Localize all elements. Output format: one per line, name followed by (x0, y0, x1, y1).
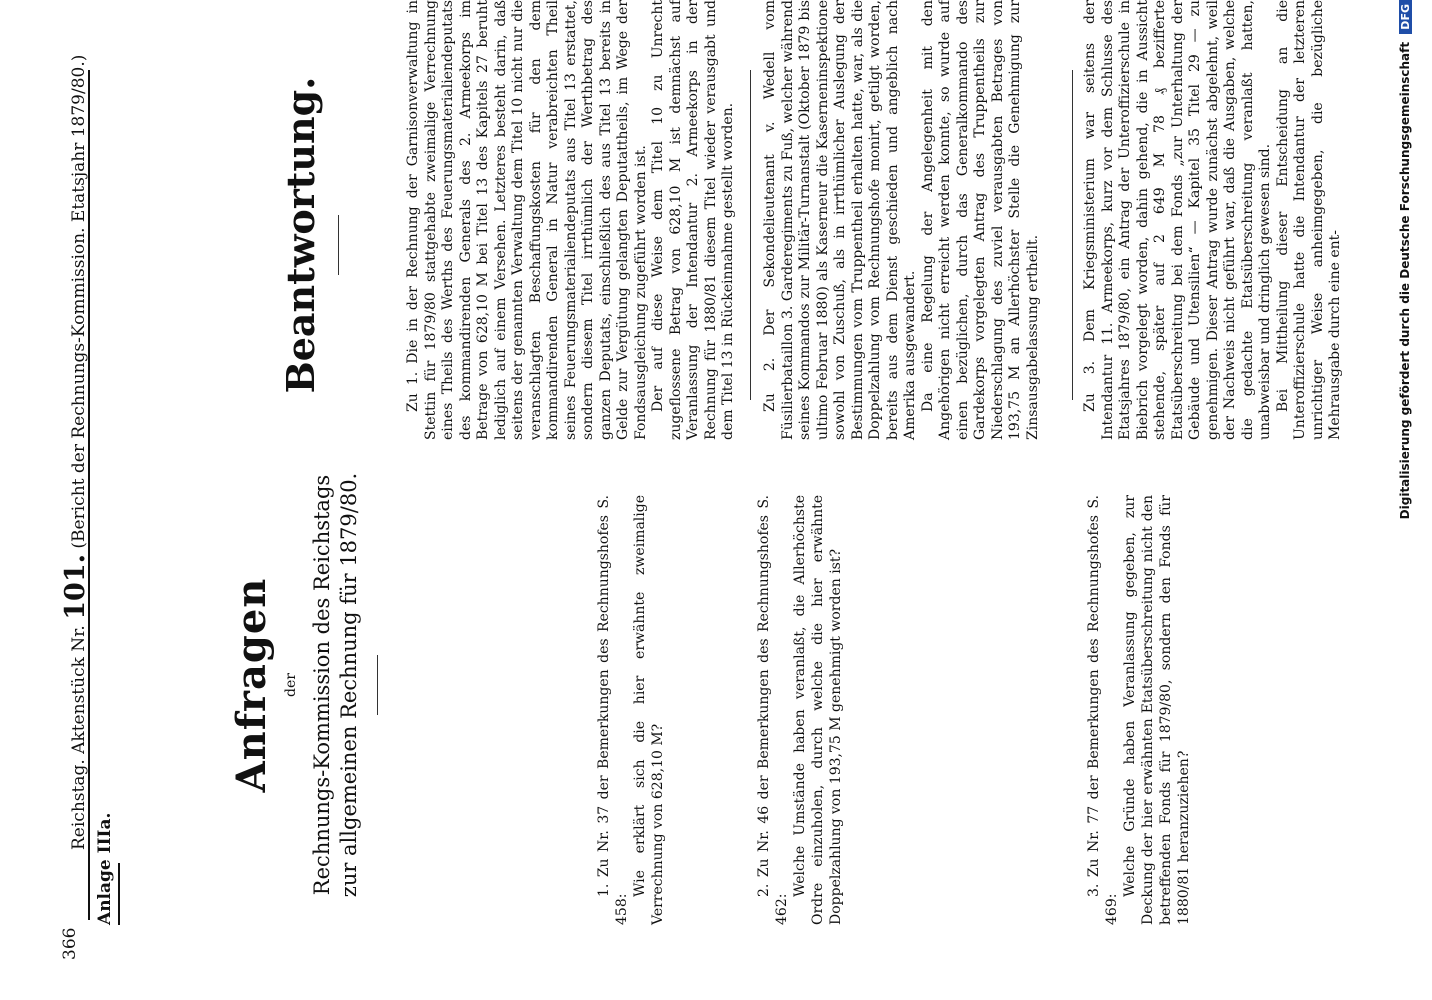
question-3-body: Welche Gründe haben Veranlassung gegeben, zur Deckung der hier erwähnten Etatsüberschreitung nicht den betreffenden Fonds für 1879/80, sondern den Fonds für 1880/81 heranzuziehen? (1122, 495, 1192, 925)
answers-heading: Beantwortung. (278, 76, 323, 394)
question-2-body: Welche Umstände haben veranlaßt, die Allerhöchste Ordre einzuholen, durch welche die hier erwähnte Doppelzahlung von 193,75 M genehmigt worden ist? (792, 495, 844, 925)
answer-1-para-2: Der auf diese Weise dem Titel 10 zu Unrecht zugeflossene Betrag von 628,10 M ist demnächst auf Veranlassung der Intendantur 2. Armeekorps in der Rechnung für 1880/81 diesem Titel wieder verausgabt und dem Titel 13 in Rückeinnahme gestellt worden. (650, 0, 736, 440)
header-rule (88, 70, 90, 920)
anlage-label: Anlage IIIa. (95, 812, 115, 925)
question-3 (1085, 495, 1193, 925)
question-1-head: 1. Zu Nr. 37 der Bemerkungen des Rechnungshofes S. 458: (596, 495, 630, 925)
answer-1 (405, 0, 738, 440)
questions-heading-block (228, 470, 378, 900)
digitization-text: Digitalisierung gefördert durch die Deutsche Forschungsgemeinschaft (1398, 41, 1412, 520)
answer-2 (762, 0, 1042, 440)
page-number: 366 (60, 927, 80, 960)
dfg-logo: DFG (1399, 0, 1412, 34)
answer-1-para-1: Zu 1. Die in der Rechnung der Garnisonverwaltung in Stettin für 1879/80 stattgehabte zweimalige Verrechnung eines Theils des Werths des Feuerungsmaterialiendeputats des kommandirenden Generals des 2. Armeekorps im Betrage von 628,10 M bei Titel 13 des Kapitels 27 beruht lediglich auf einem Versehen. Letzteres besteht darin, daß seitens der genannten Verwaltung dem Titel 10 nicht nur die veranschlagten Beschaffungskosten für den dem kommandirenden General in Natur verabreichten Theil seines Feuerungsmaterialiendeputats aus Titel 13 erstattet, sondern diesem Titel irrthümlich der Werthbetrag des ganzen Deputats, einschließlich des aus Titel 13 bereits in Gelde zur Vergütung gelangten Deputattheils, im Wege der Fondsausgleichung zugeführt worden ist. (405, 0, 649, 440)
answer-3-para-2: Bei Mittheilung dieser Entscheidung an die Unteroffizierschule hatte die Intendantur der letzteren unrichtiger Weise anheimgegeben, die bezügliche Mehrausgabe durch eine ent- (1274, 0, 1343, 440)
questions-subheading: Rechnungs-Kommission des Reichstags zur allgemeinen Rechnung für 1879/80. (310, 472, 361, 898)
document-number: 101. (60, 553, 91, 620)
answer-2-para-1: Zu 2. Der Sekondelieutenant v. Wedell vom Füsilierbataillon 3. Garderegiments zu Fuß, welcher während seines Kommandos zur Militär-Turnanstalt (Oktober 1879 bis ultimo Februar 1880) als Kaserneur die Kaserneninspektione sowohl von Zuschuß, als in irrthümlicher Auslegung der Bestimmungen vom Truppentheil erhalten hatte, war, als die Doppelzahlung vom Rechnungshofe monirt, getilgt worden, bereits aus dem Dienst geschieden und angeblich nach Amerika ausgewandert. (762, 0, 918, 440)
running-header (50, 0, 90, 960)
running-head-post: (Bericht der Rechnungs-Kommission. Etatsjahr 1879/80.) (69, 54, 89, 549)
answer-separator-1 (750, 70, 751, 400)
running-head (60, 55, 91, 850)
question-2 (755, 495, 845, 925)
question-1 (595, 495, 667, 925)
running-head-pre: Reichstag. Aktenstück Nr. (69, 625, 89, 850)
digitization-notice (1398, 0, 1428, 960)
question-1-body: Wie erklärt sich die hier erwähnte zweimalige Verrechnung von 628,10 M? (632, 495, 666, 925)
answers-heading-rule (338, 215, 339, 275)
question-3-head: 3. Zu Nr. 77 der Bemerkungen des Rechnungshofes S. 469: (1086, 495, 1120, 925)
answer-3 (1082, 0, 1345, 440)
questions-heading-rule (377, 655, 378, 715)
questions-heading: Anfragen (228, 577, 275, 793)
questions-heading-der: der (283, 673, 299, 697)
answer-2-para-2: Da eine Regelung der Angelegenheit mit den Angehörigen nicht erreicht werden konnte, so wurde auf einen bezüglichen, durch das Generalkommando des Gardekorps vorgelegten Antrag des Truppentheils zur Niederschlagung des zuviel verausgabten Betrages von 193,75 M an Allerhöchster Stelle die Genehmigung zur Zinsausgabelassung ertheilt. (919, 0, 1041, 440)
question-2-head: 2. Zu Nr. 46 der Bemerkungen des Rechnungshofes S. 462: (756, 495, 790, 925)
anlage-underline (118, 863, 120, 925)
answer-3-para-1: Zu 3. Dem Kriegsministerium war seitens der Intendantur 11. Armeekorps, kurz vor dem Schlusse des Etatsjahres 1879/80, ein Antrag der Unteroffizierschule in Biebrich vorgelegt worden, dahin gehend, die in Aussicht stehende, später auf 2 649 M 78 ₰ bezifferte Etatsüberschreitung bei dem Fonds „zur Unterhaltung der Gebäude und Utensilien“ — Kapitel 35 Titel 29 — zu genehmigen. Dieser Antrag wurde zunächst abgelehnt, weil der Nachweis nicht geführt war, daß die Ausgaben, welche die gedachte Etatsüberschreitung veranlaßt hatten, unabweisbar und dringlich gewesen sind. (1082, 0, 1273, 440)
answer-separator-2 (1072, 70, 1073, 400)
